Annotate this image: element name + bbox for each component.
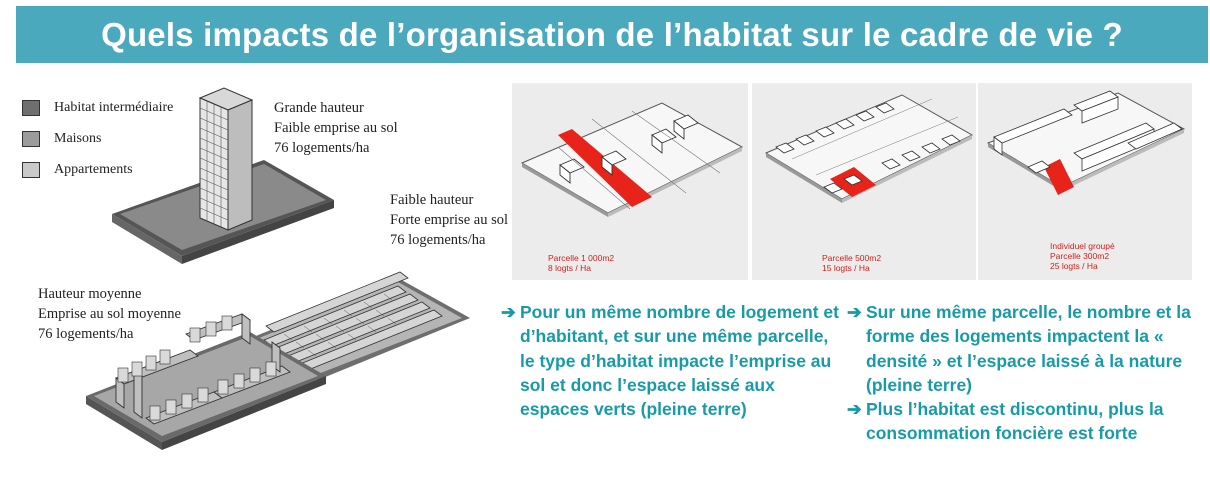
arrow-right-icon: ➔	[501, 302, 516, 322]
parcel-drawing-1000	[512, 83, 748, 280]
bullet-item	[847, 300, 1197, 397]
legend-label: Maisons	[54, 130, 102, 146]
caption-line: Emprise au sol moyenne	[38, 306, 181, 322]
caption-line: Individuel groupé	[1050, 241, 1115, 251]
page-title: Quels impacts de l’organisation de l’habitat sur le cadre de vie ?	[101, 15, 1123, 53]
parcel-drawing-500	[752, 83, 976, 280]
parcel-panel-500	[752, 83, 976, 280]
caption-line: Hauteur moyenne	[38, 286, 142, 302]
caption-line: 76 logements/ha	[390, 232, 486, 248]
legend-swatch-icon	[22, 100, 40, 116]
legend-item-intermediaire	[22, 92, 173, 123]
tower-side	[228, 100, 252, 230]
bullet-text: Sur une même parcelle, le nombre et la forme des logements impactent la « densité » et l’espace laissé à la nature (pleine terre)	[866, 302, 1191, 395]
arrow-right-icon: ➔	[847, 399, 862, 420]
caption-line: Parcelle 1 000m2	[548, 253, 615, 263]
bullets-right	[847, 300, 1197, 446]
title-banner	[16, 6, 1208, 63]
caption-grande-hauteur	[274, 98, 398, 158]
caption-line: Faible hauteur	[390, 192, 474, 208]
panel-caption	[1050, 241, 1115, 271]
caption-line: Forte emprise au sol	[390, 212, 508, 228]
caption-hauteur-moyenne	[38, 284, 181, 344]
legend-swatch-icon	[22, 162, 40, 178]
parcel-panel-1000	[512, 83, 748, 280]
legend-item-maisons	[22, 123, 173, 154]
bullet-item	[501, 300, 841, 421]
legend-label: Appartements	[54, 161, 133, 177]
legend-swatch-icon	[22, 131, 40, 147]
caption-line: 25 logts / Ha	[1050, 261, 1098, 271]
bullet-text: Pour un même nombre de logement et d’habitant, et sur une même parcelle, le type d’habitat impacte l’emprise au sol et donc l’espace laissé aux espaces verts (pleine terre)	[520, 302, 839, 420]
housing-density-illustration	[14, 78, 524, 488]
arrow-right-icon: ➔	[847, 302, 862, 322]
parcel-panel-300	[978, 83, 1192, 280]
caption-faible-hauteur	[390, 190, 508, 250]
legend	[22, 92, 173, 185]
legend-label: Habitat intermédiaire	[54, 99, 174, 115]
caption-line: Parcelle 300m2	[1050, 251, 1110, 261]
caption-line: 15 logts / Ha	[822, 263, 870, 273]
caption-line: 76 logements/ha	[38, 326, 134, 342]
caption-line: Grande hauteur	[274, 100, 364, 116]
panel-caption	[548, 253, 614, 273]
caption-line: Faible emprise au sol	[274, 120, 398, 136]
bullet-item	[847, 397, 1197, 446]
panel-caption	[822, 253, 881, 273]
caption-line: 8 logts / Ha	[548, 263, 591, 273]
bullets-left	[501, 300, 841, 421]
caption-line: 76 logements/ha	[274, 140, 370, 156]
caption-line: Parcelle 500m2	[822, 253, 882, 263]
bullet-text: Plus l’habitat est discontinu, plus la consommation foncière est forte	[866, 399, 1164, 444]
legend-item-appartements	[22, 154, 173, 185]
